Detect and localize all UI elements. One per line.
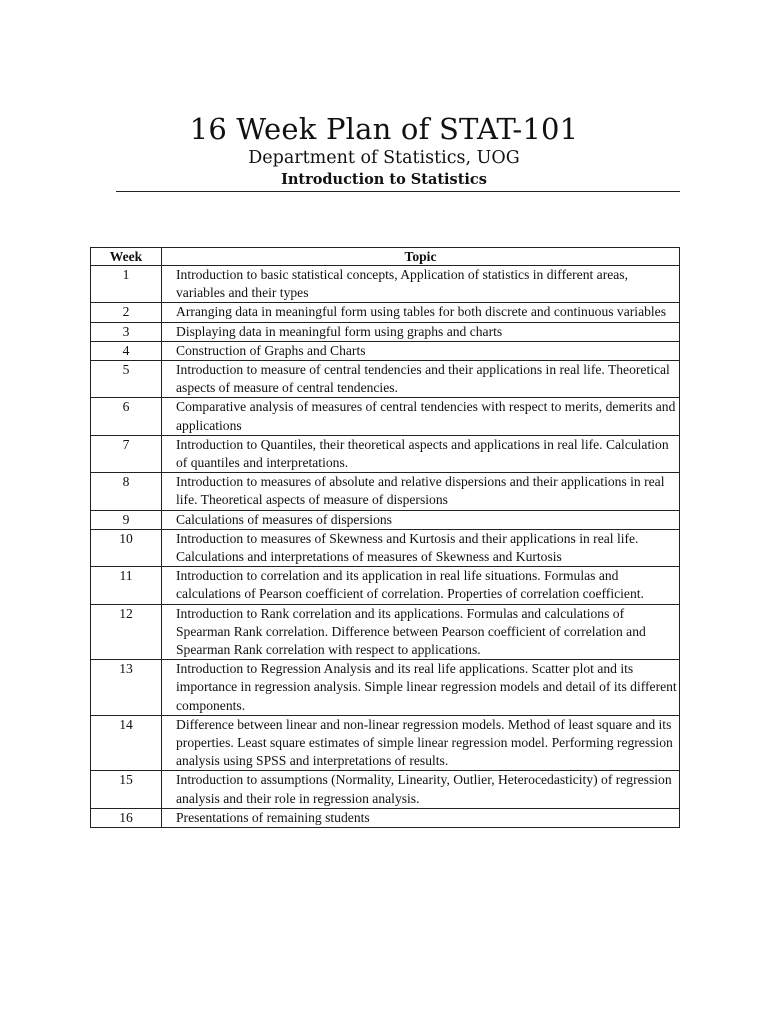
week-number: 2	[91, 303, 162, 322]
table-row	[91, 303, 680, 322]
table-row	[91, 808, 680, 827]
document-title: 16 Week Plan of STAT-101	[189, 112, 579, 146]
week-topic: Introduction to Regression Analysis and its real life applications. Scatter plot and its importance in regression analysis. Simple linear regression models and detail of its different components.	[162, 660, 680, 716]
week-number: 6	[91, 398, 162, 435]
course-name: Introduction to Statistics	[281, 171, 487, 188]
table-row	[91, 660, 680, 716]
week-number: 4	[91, 341, 162, 360]
week-topic: Calculations of measures of dispersions	[162, 510, 680, 529]
week-number: 1	[91, 266, 162, 303]
week-number: 9	[91, 510, 162, 529]
department-subtitle: Department of Statistics, UOG	[248, 148, 520, 168]
week-topic: Introduction to Quantiles, their theoretical aspects and applications in real life. Calculation of quantiles and interpretations.	[162, 435, 680, 472]
week-number: 16	[91, 808, 162, 827]
header-divider	[116, 191, 680, 192]
week-topic: Presentations of remaining students	[162, 808, 680, 827]
week-topic: Introduction to basic statistical concepts, Application of statistics in different areas, variables and their types	[162, 266, 680, 303]
week-topic: Comparative analysis of measures of central tendencies with respect to merits, demerits and applications	[162, 398, 680, 435]
week-topic: Introduction to assumptions (Normality, Linearity, Outlier, Heterocedasticity) of regression analysis and their role in regression analysis.	[162, 771, 680, 808]
week-number: 11	[91, 567, 162, 604]
week-number: 13	[91, 660, 162, 716]
week-number: 7	[91, 435, 162, 472]
week-number: 10	[91, 529, 162, 566]
table-row	[91, 771, 680, 808]
table-row	[91, 341, 680, 360]
week-topic: Difference between linear and non-linear regression models. Method of least square and its properties. Least square estimates of simple linear regression model. Performing regression analysis using SPSS and interpretations of results.	[162, 715, 680, 771]
week-topic: Introduction to measure of central tendencies and their applications in real life. Theoretical aspects of measure of central tendencies.	[162, 361, 680, 398]
week-number: 3	[91, 322, 162, 341]
table-row	[91, 473, 680, 510]
week-topic: Introduction to correlation and its application in real life situations. Formulas and calculations of Pearson coefficient of correlation. Properties of correlation coefficient.	[162, 567, 680, 604]
week-topic: Introduction to measures of absolute and relative dispersions and their applications in real life. Theoretical aspects of measure of dispersions	[162, 473, 680, 510]
week-topic: Introduction to measures of Skewness and Kurtosis and their applications in real life. Calculations and interpretations of measures of Skewness and Kurtosis	[162, 529, 680, 566]
table-row	[91, 435, 680, 472]
week-topic: Introduction to Rank correlation and its applications. Formulas and calculations of Spearman Rank correlation. Difference between Pearson coefficient of correlation and Spearman Rank correlation with respect to applications.	[162, 604, 680, 660]
week-number: 5	[91, 361, 162, 398]
weekly-plan-table	[90, 247, 680, 828]
table-row	[91, 398, 680, 435]
column-header-week: Week	[91, 248, 162, 266]
column-header-topic: Topic	[162, 248, 680, 266]
table-row	[91, 604, 680, 660]
table-row	[91, 510, 680, 529]
week-topic: Displaying data in meaningful form using graphs and charts	[162, 322, 680, 341]
table-row	[91, 266, 680, 303]
week-number: 14	[91, 715, 162, 771]
week-topic: Construction of Graphs and Charts	[162, 341, 680, 360]
table-header-row	[91, 248, 680, 266]
table-row	[91, 567, 680, 604]
week-number: 12	[91, 604, 162, 660]
table-row	[91, 322, 680, 341]
table-row	[91, 529, 680, 566]
table-row	[91, 361, 680, 398]
week-number: 15	[91, 771, 162, 808]
week-number: 8	[91, 473, 162, 510]
week-topic: Arranging data in meaningful form using tables for both discrete and continuous variables	[162, 303, 680, 322]
table-row	[91, 715, 680, 771]
